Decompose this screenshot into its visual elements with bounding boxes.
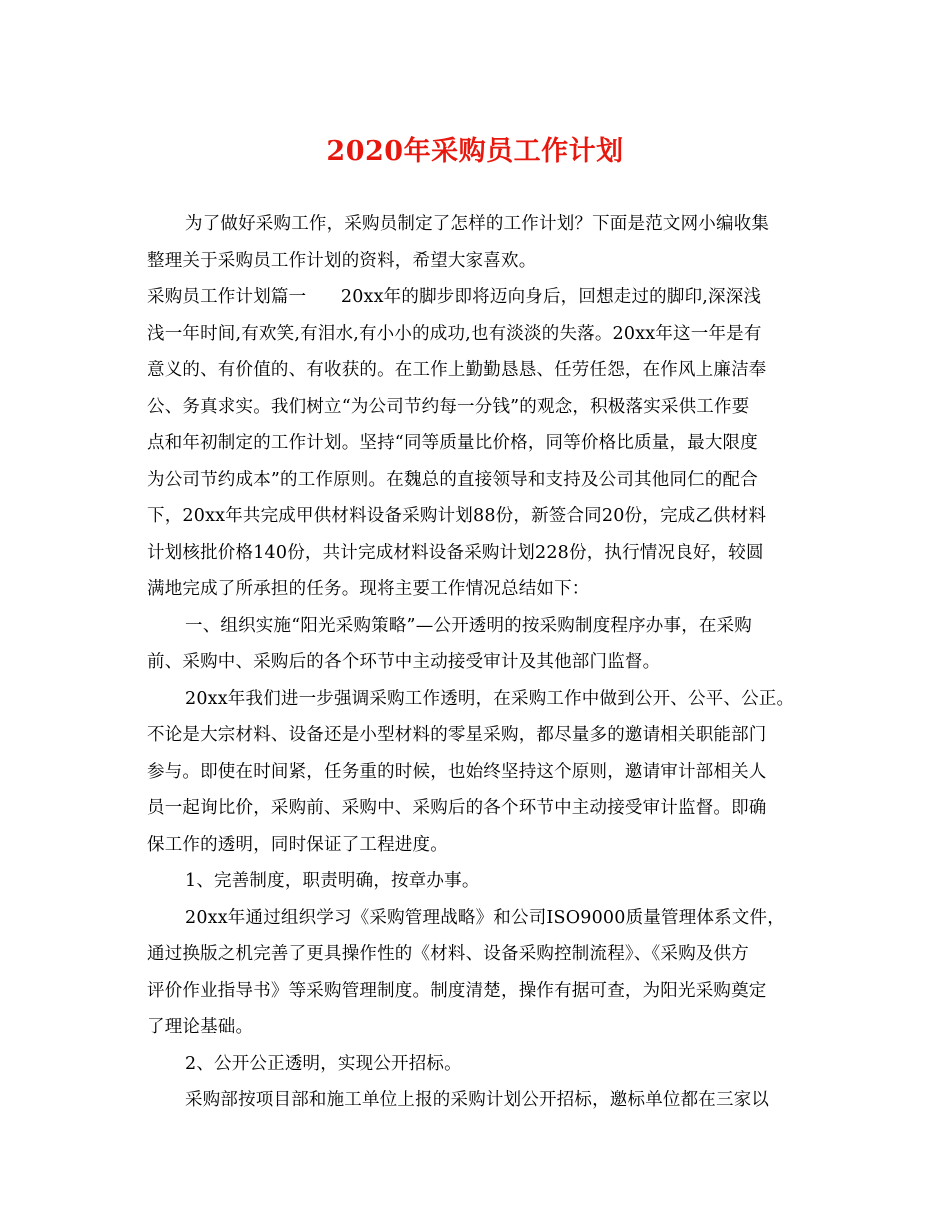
section-heading: 2、公开公正透明，实现公开招标。 <box>185 1053 462 1074</box>
paragraph-line: 为了做好采购工作，采购员制定了怎样的工作计划？下面是范文网小编收集 <box>185 214 770 234</box>
section-heading: 1、完善制度，职责明确，按章办事。 <box>185 871 480 891</box>
paragraph-line: 浅一年时间,有欢笑,有泪水,有小小的成功,也有淡淡的失落。20xx年这一年是有 <box>147 323 762 344</box>
paragraph-line: 采购部按项目部和施工单位上报的采购计划公开招标，邀标单位都在三家以 <box>185 1090 770 1110</box>
paragraph-line: 计划核批价格140份，共计完成材料设备采购计划228份，执行情况良好，较圆 <box>147 542 764 563</box>
paragraph-line: 下，20xx年共完成甲供材料设备采购计划88份，新签合同20份，完成乙供材料 <box>147 506 767 526</box>
paragraph-line: 评价作业指导书》等采购管理制度。制度清楚，操作有据可查，为阳光采购奠定 <box>147 980 767 1001</box>
paragraph-line: 公、务真求实。我们树立“为公司节约每一分钱”的观念，积极落实采供工作要 <box>147 396 750 417</box>
paragraph-line: 采购员工作计划篇一 20xx年的脚步即将迈向身后，回想走过的脚印,深深浅 <box>147 287 762 307</box>
paragraph-line: 一、组织实施“阳光采购策略”—公开透明的按采购制度程序办事，在采购 <box>185 615 752 636</box>
paragraph-line: 不论是大宗材料、设备还是小型材料的零星采购，都尽量多的邀请相关职能部门 <box>147 725 767 745</box>
paragraph-line: 为公司节约成本”的工作原则。在魏总的直接领导和支持及公司其他同仁的配合 <box>147 469 758 490</box>
paragraph-line: 参与。即使在时间紧，任务重的时候，也始终坚持这个原则，邀请审计部相关人 <box>147 761 767 782</box>
paragraph-line: 员一起询比价，采购前、采购中、采购后的各个环节中主动接受审计监督。即确 <box>147 798 767 818</box>
document-body <box>147 206 807 1119</box>
paragraph-line: 前、采购中、采购后的各个环节中主动接受审计及其他部门监督。 <box>147 652 661 672</box>
paragraph-line: 20xx年我们进一步强调采购工作透明，在采购工作中做到公开、公平、公正。 <box>185 688 795 709</box>
paragraph-line: 满地完成了所承担的任务。现将主要工作情况总结如下： <box>147 579 590 599</box>
paragraph-line: 点和年初制定的工作计划。坚持“同等质量比价格，同等价格比质量，最大限度 <box>147 433 758 453</box>
paragraph-line: 通过换版之机完善了更具操作性的《材料、设备采购控制流程》、《采购及供方 <box>147 944 749 964</box>
paragraph-line: 意义的、有价值的、有收获的。在工作上勤勤恳恳、任劳任怨，在作风上廉洁奉 <box>147 360 767 380</box>
document-title: 2020年采购员工作计划 <box>326 136 624 167</box>
paragraph-line: 20xx年通过组织学习《采购管理战略》和公司ISO9000质量管理体系文件， <box>185 907 785 928</box>
paragraph-line: 整理关于采购员工作计划的资料，希望大家喜欢。 <box>147 250 537 271</box>
paragraph-line: 了理论基础。 <box>147 1017 254 1037</box>
paragraph-line: 保工作的透明，同时保证了工程进度。 <box>147 834 448 855</box>
